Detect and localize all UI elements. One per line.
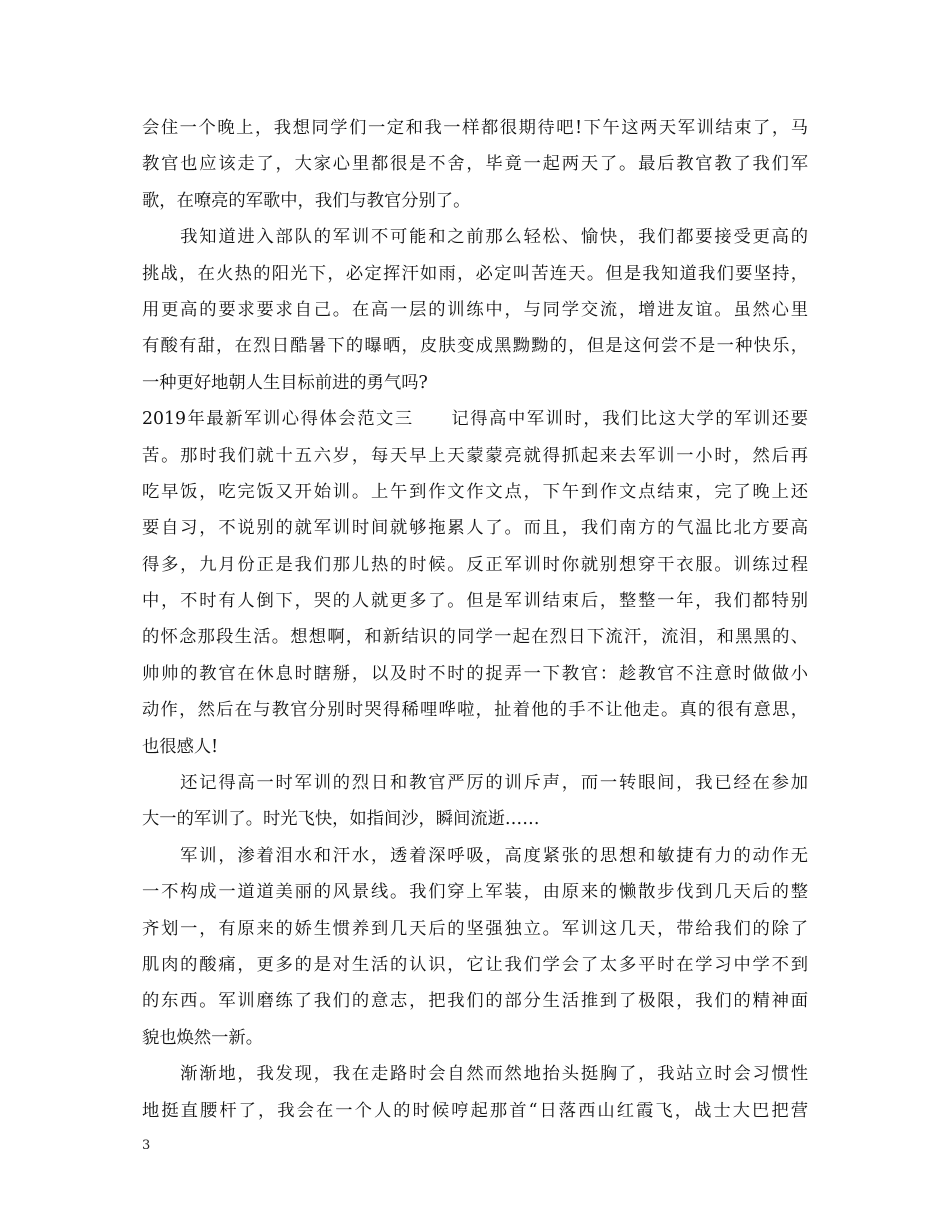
text-line: 动作，然后在与教官分别时哭得稀哩哗啦，扯着他的手不让他走。真的很有意思， xyxy=(142,700,808,721)
text-line: 大一的军训了。时光飞快，如指间沙，瞬间流逝…… xyxy=(142,809,540,830)
text-line: 的东西。军训磨练了我们的意志，把我们的部分生活推到了极限，我们的精神面 xyxy=(142,991,808,1012)
text-line: 渐渐地，我发现，我在走路时会自然而然地抬头挺胸了，我站立时会习惯性 xyxy=(142,1064,808,1085)
text-line: 歌，在嘹亮的军歌中，我们与教官分别了。 xyxy=(142,190,471,211)
section-heading-line: 2019年最新军训心得体会范文三 记得高中军训时，我们比这大学的军训还要 xyxy=(142,409,808,430)
text-line: 也很感人! xyxy=(142,736,219,757)
text-line: 我知道进入部队的军训不可能和之前那么轻松、愉快，我们都要接受更高的 xyxy=(142,227,808,248)
text-line: 还记得高一时军训的烈日和教官严厉的训斥声，而一转眼间，我已经在参加 xyxy=(142,773,808,794)
text-line: 教官也应该走了，大家心里都很是不舍，毕竟一起两天了。最后教官教了我们军 xyxy=(142,154,808,175)
text-line: 中，不时有人倒下，哭的人就更多了。但是军训结束后，整整一年，我们都特别 xyxy=(142,591,808,612)
text-line: 会住一个晚上，我想同学们一定和我一样都很期待吧!下午这两天军训结束了，马 xyxy=(142,118,808,138)
text-line: 肌肉的酸痛，更多的是对生活的认识，它让我们学会了太多平时在学习中学不到 xyxy=(142,954,808,975)
text-line: 帅帅的教官在休息时瞎掰，以及时不时的捉弄一下教官：趁教官不注意时做做小 xyxy=(142,663,808,684)
page-number: 3 xyxy=(142,1138,151,1153)
text-line: 苦。那时我们就十五六岁，每天早上天蒙蒙亮就得抓起来去军训一小时，然后再 xyxy=(142,445,808,466)
text-line: 吃早饭，吃完饭又开始训。上午到作文作文点，下午到作文点结束，完了晚上还 xyxy=(142,481,808,502)
text-line: 的怀念那段生活。想想啊，和新结识的同学一起在烈日下流汗，流泪，和黑黑的、 xyxy=(142,627,808,648)
text-line: 一种更好地朝人生目标前进的勇气吗? xyxy=(142,372,428,393)
text-line: 齐划一，有原来的娇生惯养到几天后的坚强独立。军训这几天，带给我们的除了 xyxy=(142,918,808,939)
text-line: 貌也焕然一新。 xyxy=(142,1027,263,1048)
text-line: 地挺直腰杆了，我会在一个人的时候哼起那首“日落西山红霞飞，战士大巴把营 xyxy=(142,1100,808,1121)
text-line: 有酸有甜，在烈日酷暑下的曝晒，皮肤变成黑黝黝的，但是这何尝不是一种快乐， xyxy=(142,336,808,357)
text-line: 得多，九月份正是我们那儿热的时候。反正军训时你就别想穿干衣服。训练过程 xyxy=(142,554,808,575)
body-text xyxy=(142,110,808,1129)
text-line: 用更高的要求要求自己。在高一层的训练中，与同学交流，增进友谊。虽然心里 xyxy=(142,299,808,320)
text-line: 要自习，不说别的就军训时间就够拖累人了。而且，我们南方的气温比北方要高 xyxy=(142,518,808,539)
text-line: 挑战，在火热的阳光下，必定挥汗如雨，必定叫苦连天。但是我知道我们要坚持， xyxy=(142,263,808,284)
text-line: 一不构成一道道美丽的风景线。我们穿上军装，由原来的懒散步伐到几天后的整 xyxy=(142,882,808,903)
text-line: 军训，渗着泪水和汗水，透着深呼吸，高度紧张的思想和敏捷有力的动作无 xyxy=(142,845,808,866)
